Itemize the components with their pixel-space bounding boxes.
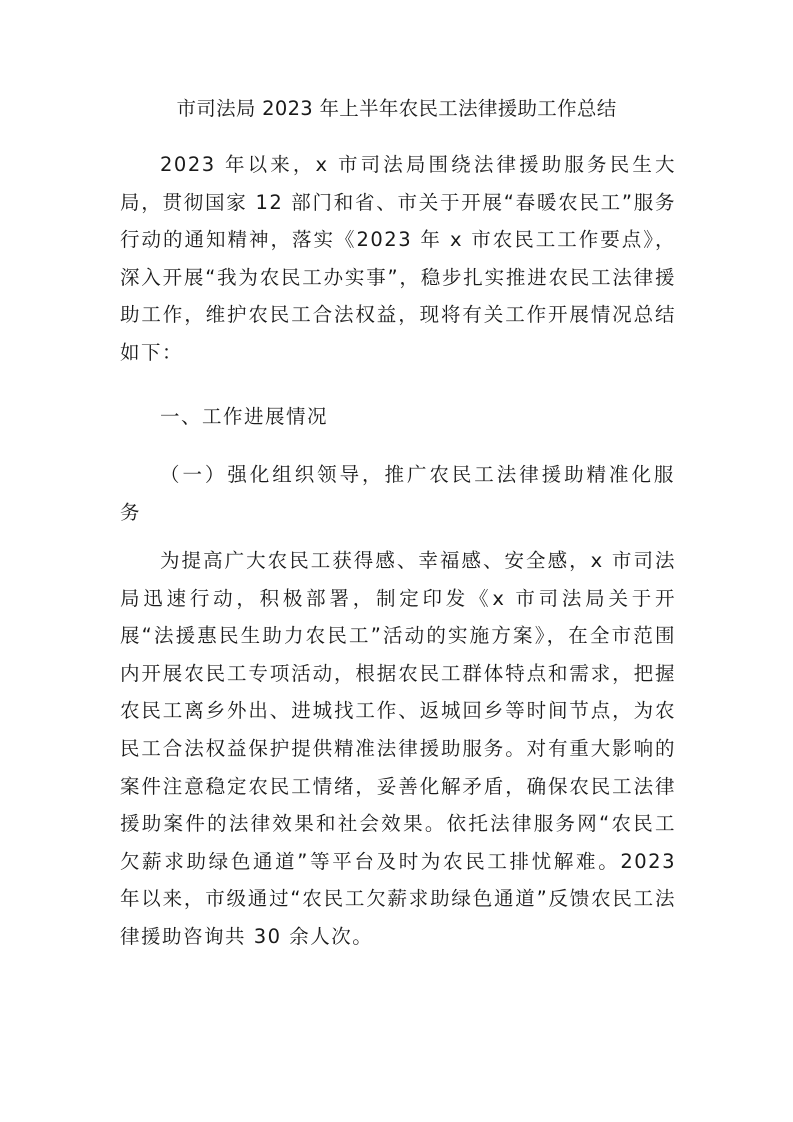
subsection-body-paragraph: 为提高广大农民工获得感、幸福感、安全感，x 市司法局迅速行动，积极部署，制定印发《x 市司法局关于开展“法援惠民生助力农民工”活动的实施方案》，在全市范围内开展农民工专项活动，根据农民工群体特点和需求，把握农民工离乡外出、进城找工作、返城回乡等时间节点，为农民工合法权益保护提供精准法律援助服务。对有重大影响的案件注意稳定农民工情绪，妥善化解矛盾，确保农民工法律援助案件的法律效果和社会效果。依托法律服务网“农民工欠薪求助绿色通道”等平台及时为农民工排忧解难。2023 年以来，市级通过“农民工欠薪求助绿色通道”反馈农民工法律援助咨询共 30 余人次。 [120, 549, 676, 948]
subsection-heading-organization: （一）强化组织领导，推广农民工法律援助精准化服务 [120, 463, 676, 524]
intro-paragraph: 2023 年以来，x 市司法局围绕法律援助服务民生大局，贯彻国家 12 部门和省、市关于开展“春暖农民工”服务行动的通知精神，落实《2023 年 x 市农民工工作要点》，深入开展“我为农民工办实事”，稳步扎实推进农民工法律援助工作，维护农民工合法权益，现将有关工作开展情况总结如下： [120, 153, 676, 364]
section-heading-work-progress: 一、工作进展情况 [160, 405, 329, 428]
document-title: 市司法局 2023 年上半年农民工法律援助工作总结 [176, 97, 617, 120]
